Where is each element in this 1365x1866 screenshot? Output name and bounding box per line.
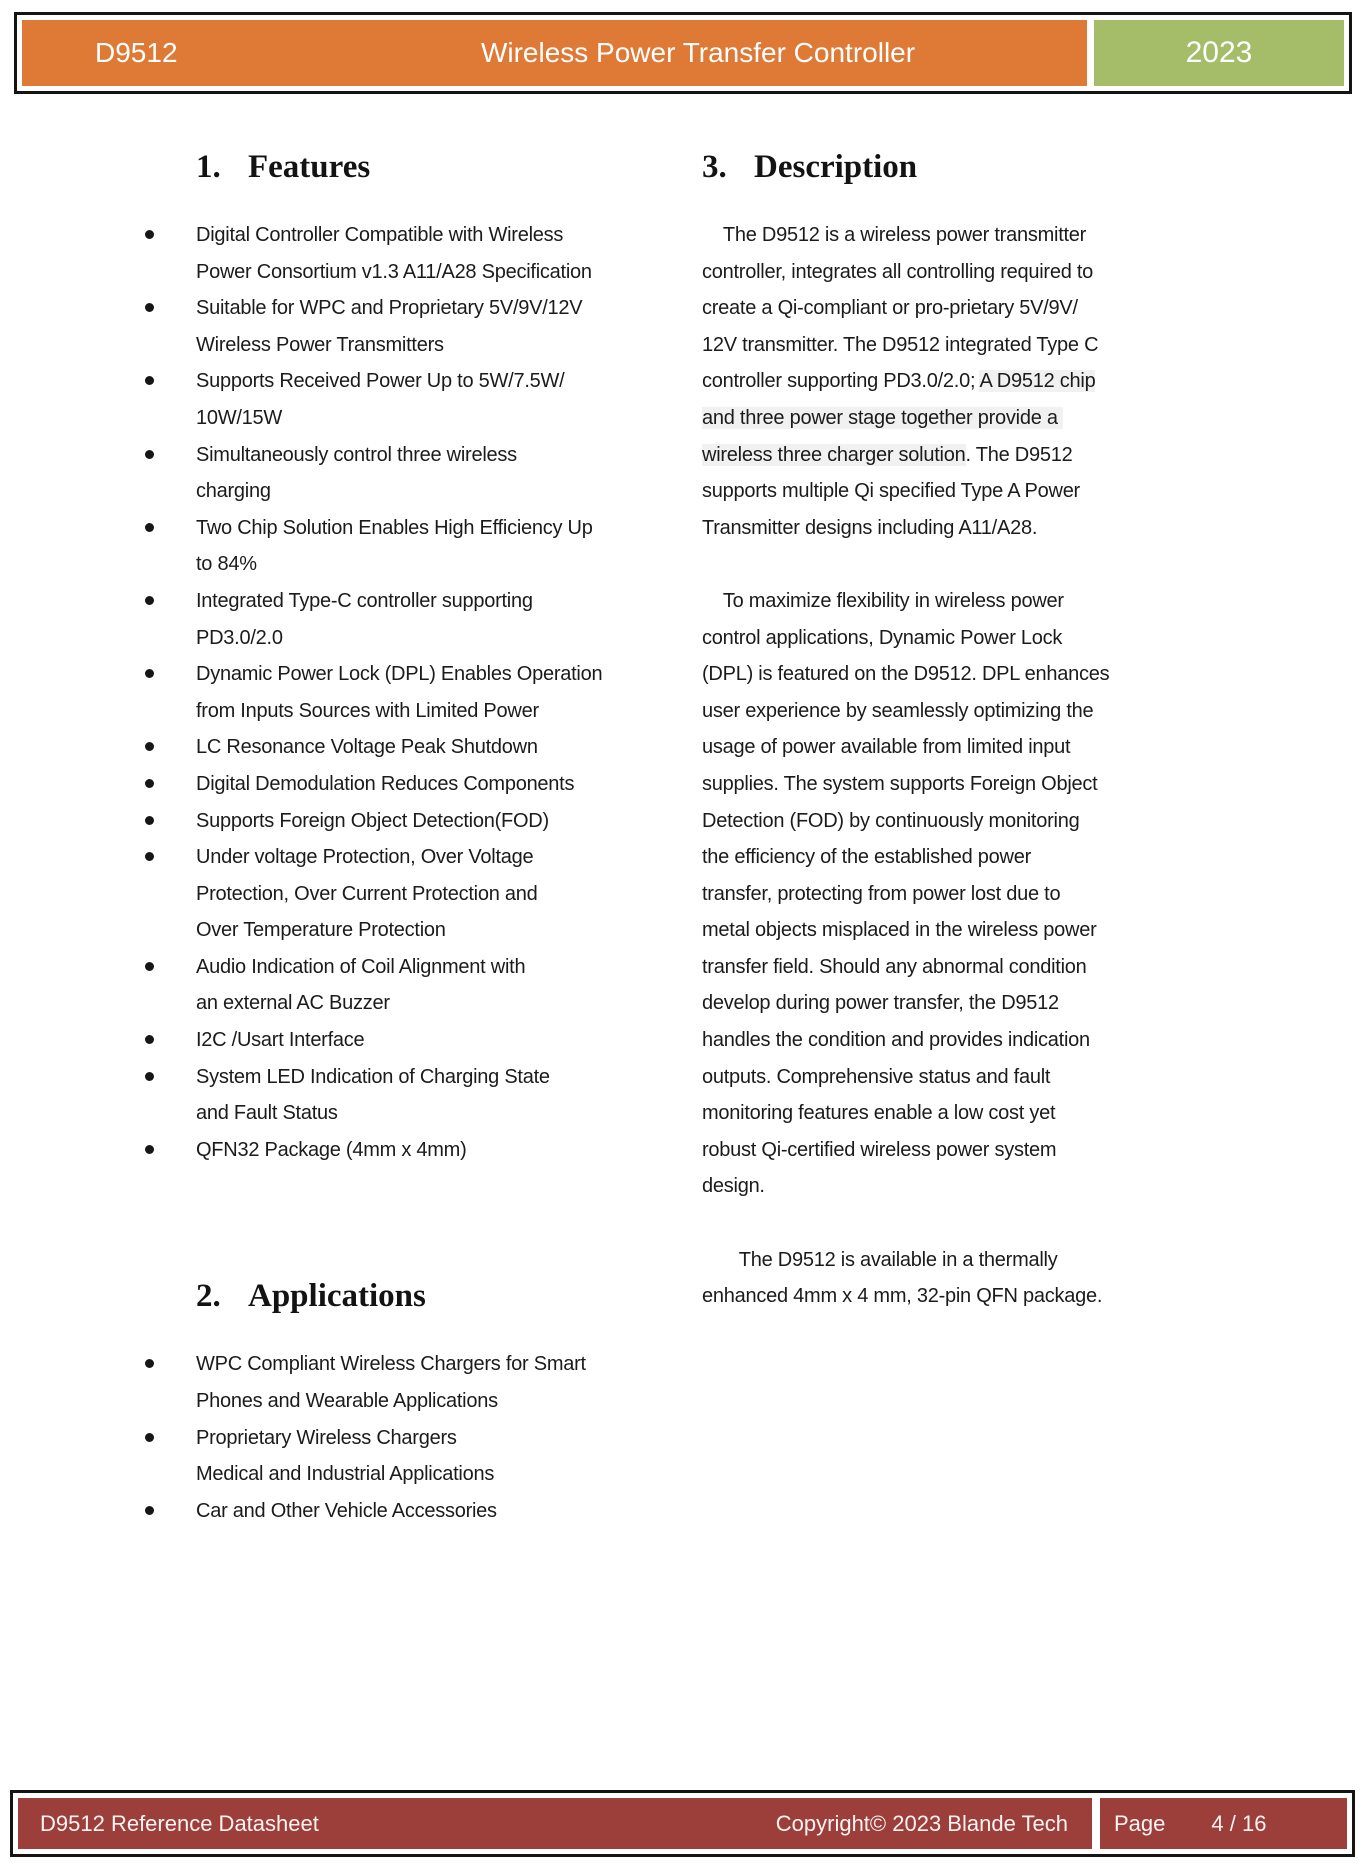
header-year-box [1094,20,1344,86]
feature-list-item [196,583,676,656]
list-item-line: Protection, Over Current Protection and [196,882,538,905]
feature-list-item [196,1059,676,1132]
paragraph-line [702,876,1172,913]
highlighted-text: and three power stage together provide a [702,406,1064,429]
plain-text: controller supporting PD3.0/2.0; [702,370,980,393]
footer-document-name: D9512 Reference Datasheet [40,1810,319,1836]
paragraph-line [702,400,1172,437]
bullet-icon [145,303,154,312]
list-item-lines [196,766,676,803]
list-item-lines [196,656,676,729]
list-item-line: Digital Demodulation Reduces Components [196,772,575,795]
application-list-item [196,1420,676,1493]
description-paragraphs [702,217,1172,1315]
list-item-line: Integrated Type-C controller supporting [196,589,533,612]
description-heading-title: Description [754,149,918,185]
plain-text: the efficiency of the established power [702,846,1031,869]
bullet-icon [145,1035,154,1044]
paragraph-line [702,1278,1172,1315]
bullet-icon [145,1433,154,1442]
list-item-line: WPC Compliant Wireless Chargers for Smart [196,1353,586,1376]
paragraph-line [702,290,1172,327]
description-heading [702,145,1172,189]
bullet-icon [145,779,154,788]
list-item-line: Two Chip Solution Enables High Efficiency Up [196,516,593,539]
part-number: D9512 [95,37,178,68]
bullet-icon [145,1359,154,1368]
paragraph-line [702,217,1172,254]
application-list-item [196,1346,676,1419]
feature-list-item [196,510,676,583]
paragraph-line [702,766,1172,803]
list-item-lines [196,949,676,1022]
feature-list-item [196,437,676,510]
year-label: 2023 [1185,36,1253,69]
highlighted-text: wireless three charger solution [702,443,966,466]
header-title-bar [22,20,1087,86]
plain-text: control applications, Dynamic Power Lock [702,626,1063,649]
plain-text: transfer field. Should any abnormal condition [702,955,1087,978]
list-item-line: Dynamic Power Lock (DPL) Enables Operation [196,663,603,686]
list-item-line: Supports Received Power Up to 5W/7.5W/ [196,370,565,393]
list-item-line: from Inputs Sources with Limited Power [196,699,539,722]
list-item-line: Digital Controller Compatible with Wireless [196,224,564,246]
plain-text: (DPL) is featured on the D9512. DPL enhances [702,663,1110,686]
description-paragraph [702,217,1172,546]
feature-list-item [196,1022,676,1059]
description-heading-number: 3. [702,149,727,185]
list-item-lines [196,1346,676,1419]
feature-list-item [196,949,676,1022]
list-item-lines [196,1022,676,1059]
list-item-line: Audio Indication of Coil Alignment with [196,955,526,978]
bullet-icon [145,816,154,825]
page-footer [10,1790,1355,1857]
list-item-lines [196,1493,676,1530]
plain-text: metal objects misplaced in the wireless power [702,919,1097,942]
list-item-line: Medical and Industrial Applications [196,1463,495,1486]
plain-text: develop during power transfer, the D9512 [702,992,1059,1015]
paragraph-line [702,327,1172,364]
page-header [14,12,1352,94]
paragraph-lines [702,217,1172,546]
paragraph-line [702,693,1172,730]
feature-list-item [196,803,676,840]
list-item-line: Suitable for WPC and Proprietary 5V/9V/12V [196,297,583,320]
bullet-icon [145,852,154,861]
list-item-lines [196,290,676,363]
paragraph-lines [702,1242,1172,1315]
list-item-lines [196,583,676,656]
paragraph-line [702,656,1172,693]
list-item-lines [196,1420,676,1493]
feature-list-item [196,363,676,436]
plain-text: To maximize flexibility in wireless power [702,589,1064,612]
list-item-line: charging [196,480,271,503]
feature-list-item [196,656,676,729]
plain-text: outputs. Comprehensive status and fault [702,1065,1051,1088]
paragraph-line [702,473,1172,510]
list-item-lines [196,839,676,949]
paragraph-line [702,254,1172,291]
list-item-line: LC Resonance Voltage Peak Shutdown [196,736,538,759]
bullet-icon [145,962,154,971]
bullet-icon [145,1072,154,1081]
paragraph-line [702,363,1172,400]
footer-page-label: Page [1114,1810,1166,1836]
plain-text: The D9512 is available in a thermally [702,1248,1058,1271]
list-item-line: Under voltage Protection, Over Voltage [196,846,534,869]
list-item-line: Over Temperature Protection [196,919,446,942]
right-column [702,145,1172,1315]
bullet-icon [145,523,154,532]
applications-heading [196,1274,676,1318]
list-item-line: I2C /Usart Interface [196,1029,365,1052]
list-item-lines [196,510,676,583]
paragraph-line [702,729,1172,766]
bullet-icon [145,376,154,385]
paragraph-line [702,1132,1172,1169]
paragraph-line [702,839,1172,876]
list-item-line: and Fault Status [196,1102,338,1125]
list-item-lines [196,729,676,766]
paragraph-line [702,912,1172,949]
list-item-line: an external AC Buzzer [196,992,390,1015]
applications-list [196,1346,676,1529]
plain-text: enhanced 4mm x 4 mm, 32-pin QFN package. [702,1285,1103,1308]
feature-list-item [196,217,676,290]
list-item-lines [196,363,676,436]
plain-text: user experience by seamlessly optimizing the [702,699,1094,722]
plain-text: supplies. The system supports Foreign Object [702,772,1098,795]
list-item-line: to 84% [196,553,257,576]
plain-text: create a Qi-compliant or pro-prietary 5V/9V/ [702,297,1078,320]
footer-page-value: 4 / 16 [1211,1810,1267,1836]
applications-heading-title: Applications [248,1278,426,1315]
plain-text: transfer, protecting from power lost due to [702,882,1061,905]
list-item-lines [196,1059,676,1132]
list-item-line: QFN32 Package (4mm x 4mm) [196,1138,467,1161]
features-list [196,217,676,1168]
feature-list-item [196,766,676,803]
bullet-icon [145,669,154,678]
features-heading-number: 1. [196,149,221,185]
application-list-item [196,1493,676,1530]
list-item-lines [196,217,676,290]
bullet-icon [145,230,154,239]
bullet-icon [145,1506,154,1515]
highlighted-text: A D9512 chip [979,370,1096,393]
footer-page-box [1100,1798,1347,1849]
paragraph-line [702,803,1172,840]
document-title: Wireless Power Transfer Controller [480,37,916,68]
paragraph-line [702,510,1172,547]
list-item-line: Simultaneously control three wireless [196,443,517,466]
description-paragraph [702,1242,1172,1315]
features-heading [196,145,676,189]
applications-heading-number: 2. [196,1278,221,1315]
bullet-icon [145,450,154,459]
list-item-lines [196,1132,676,1169]
paragraph-line [702,1095,1172,1132]
plain-text: controller, integrates all controlling required to [702,260,1094,283]
feature-list-item [196,1132,676,1169]
feature-list-item [196,290,676,363]
paragraph-line [702,620,1172,657]
list-item-lines [196,437,676,510]
bullet-icon [145,596,154,605]
paragraph-line [702,1059,1172,1096]
list-item-line: Wireless Power Transmitters [196,333,444,356]
plain-text: robust Qi-certified wireless power system [702,1138,1057,1161]
plain-text: . The D9512 [965,443,1073,466]
paragraph-line [702,985,1172,1022]
list-item-line: Supports Foreign Object Detection(FOD) [196,809,549,832]
paragraph-line [702,1168,1172,1205]
paragraph-line [702,1022,1172,1059]
plain-text: design. [702,1175,765,1198]
plain-text: handles the condition and provides indication [702,1029,1090,1052]
footer-copyright: Copyright© 2023 Blande Tech [775,1810,1068,1836]
plain-text: Transmitter designs including A11/A28. [702,516,1038,539]
paragraph-line [702,437,1172,474]
bullet-icon [145,1145,154,1154]
features-heading-title: Features [248,149,371,185]
paragraph-line [702,583,1172,620]
list-item-line: System LED Indication of Charging State [196,1065,550,1088]
plain-text: supports multiple Qi specified Type A Power [702,480,1080,503]
paragraph-line [702,949,1172,986]
plain-text: monitoring features enable a low cost yet [702,1102,1056,1125]
plain-text: usage of power available from limited input [702,736,1071,759]
feature-list-item [196,729,676,766]
paragraph-lines [702,583,1172,1205]
list-item-line: 10W/15W [196,406,283,429]
list-item-line: Phones and Wearable Applications [196,1390,498,1413]
list-item-line: Power Consortium v1.3 A11/A28 Specification [196,260,592,283]
plain-text: 12V transmitter. The D9512 integrated Type C [702,333,1099,356]
plain-text: Detection (FOD) by continuously monitoring [702,809,1080,832]
list-item-line: Car and Other Vehicle Accessories [196,1499,497,1522]
list-item-line: PD3.0/2.0 [196,626,283,649]
feature-list-item [196,839,676,949]
description-paragraph [702,583,1172,1205]
plain-text: The D9512 is a wireless power transmitter [702,224,1087,246]
bullet-icon [145,742,154,751]
paragraph-line [702,1242,1172,1279]
footer-bar [18,1798,1092,1849]
left-column [196,145,676,1529]
list-item-lines [196,803,676,840]
list-item-line: Proprietary Wireless Chargers [196,1426,457,1449]
